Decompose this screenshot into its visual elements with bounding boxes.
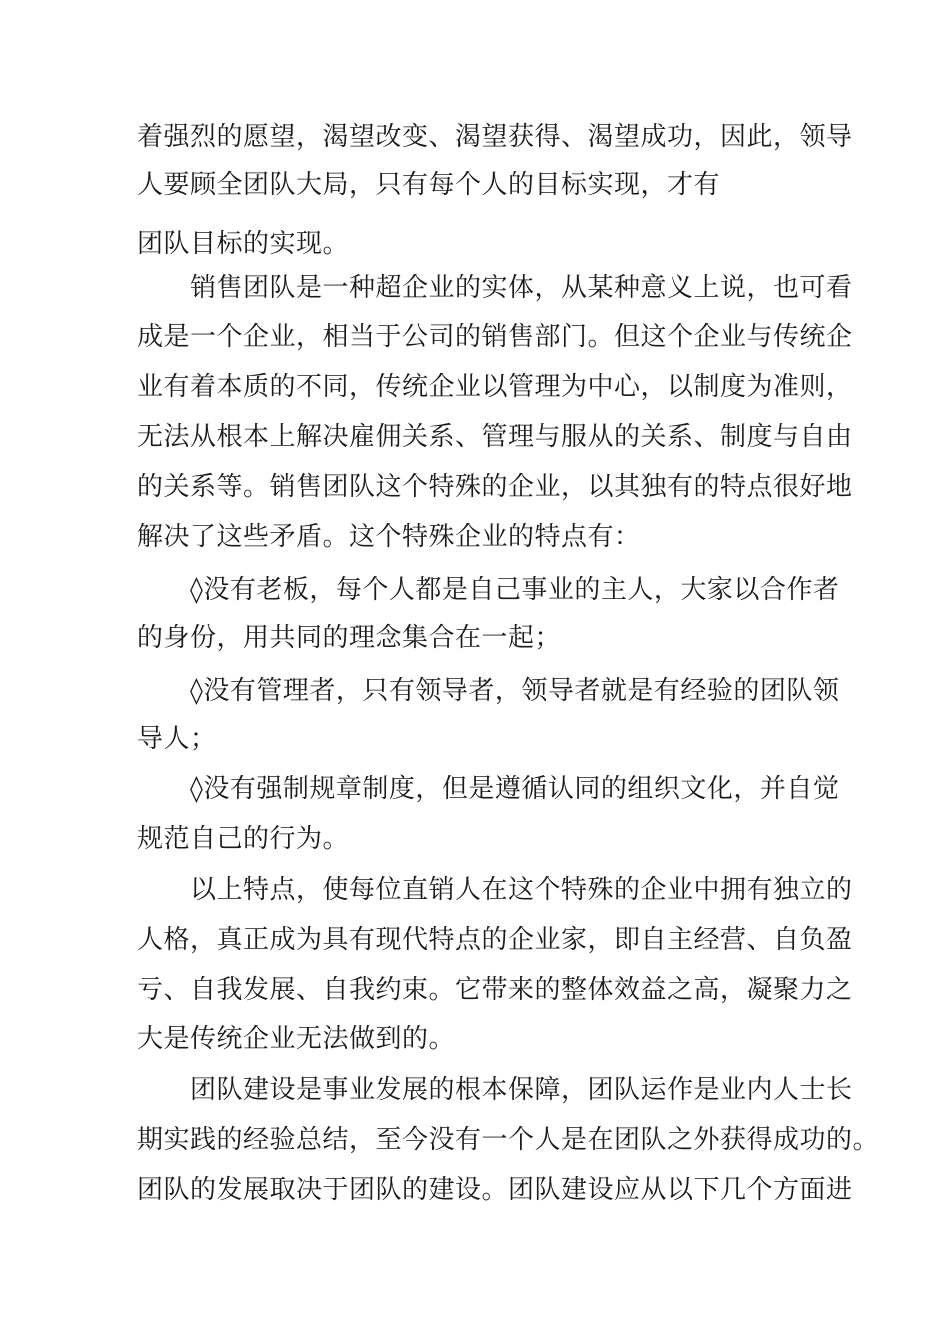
text-line-5: 成是一个企业，相当于公司的销售部门。但这个企业与传统企 bbox=[137, 322, 853, 352]
text-line-22: 团队的发展取决于团队的建设。团队建设应从以下几个方面进 bbox=[137, 1175, 853, 1205]
text-line-3: 团队目标的实现。 bbox=[137, 229, 350, 259]
text-line-17: 人格，真正成为具有现代特点的企业家，即自主经营、自负盈 bbox=[137, 925, 853, 955]
text-line-11: 的身份，用共同的理念集合在一起； bbox=[137, 623, 562, 653]
text-line-10: ◊没有老板，每个人都是自己事业的主人，大家以合作者 bbox=[190, 575, 840, 605]
text-line-19: 大是传统企业无法做到的。 bbox=[137, 1024, 456, 1054]
text-line-12: ◊没有管理者，只有领导者，领导者就是有经验的团队领 bbox=[190, 676, 840, 706]
text-line-16: 以上特点，使每位直销人在这个特殊的企业中拥有独立的 bbox=[190, 875, 853, 905]
text-line-7: 无法从根本上解决雇佣关系、管理与服从的关系、制度与自由 bbox=[137, 422, 853, 452]
text-line-15: 规范自己的行为。 bbox=[137, 824, 350, 854]
text-line-1: 着强烈的愿望，渴望改变、渴望获得、渴望成功，因此，领导 bbox=[137, 122, 853, 152]
text-line-6: 业有着本质的不同，传统企业以管理为中心，以制度为准则， bbox=[137, 372, 853, 402]
text-line-18: 亏、自我发展、自我约束。它带来的整体效益之高，凝聚力之 bbox=[137, 975, 853, 1005]
text-line-20: 团队建设是事业发展的根本保障，团队运作是业内人士长 bbox=[190, 1075, 853, 1105]
text-line-21: 期实践的经验总结，至今没有一个人是在团队之外获得成功的。 bbox=[137, 1125, 880, 1155]
text-line-2: 人要顾全团队大局，只有每个人的目标实现，才有 bbox=[137, 170, 721, 200]
text-line-9: 解决了这些矛盾。这个特殊企业的特点有： bbox=[137, 522, 641, 552]
text-line-14: ◊没有强制规章制度，但是遵循认同的组织文化，并自觉 bbox=[190, 774, 840, 804]
text-line-13: 导人； bbox=[137, 724, 217, 754]
text-line-4: 销售团队是一种超企业的实体，从某种意义上说，也可看 bbox=[190, 273, 853, 303]
text-line-8: 的关系等。销售团队这个特殊的企业，以其独有的特点很好地 bbox=[137, 472, 853, 502]
